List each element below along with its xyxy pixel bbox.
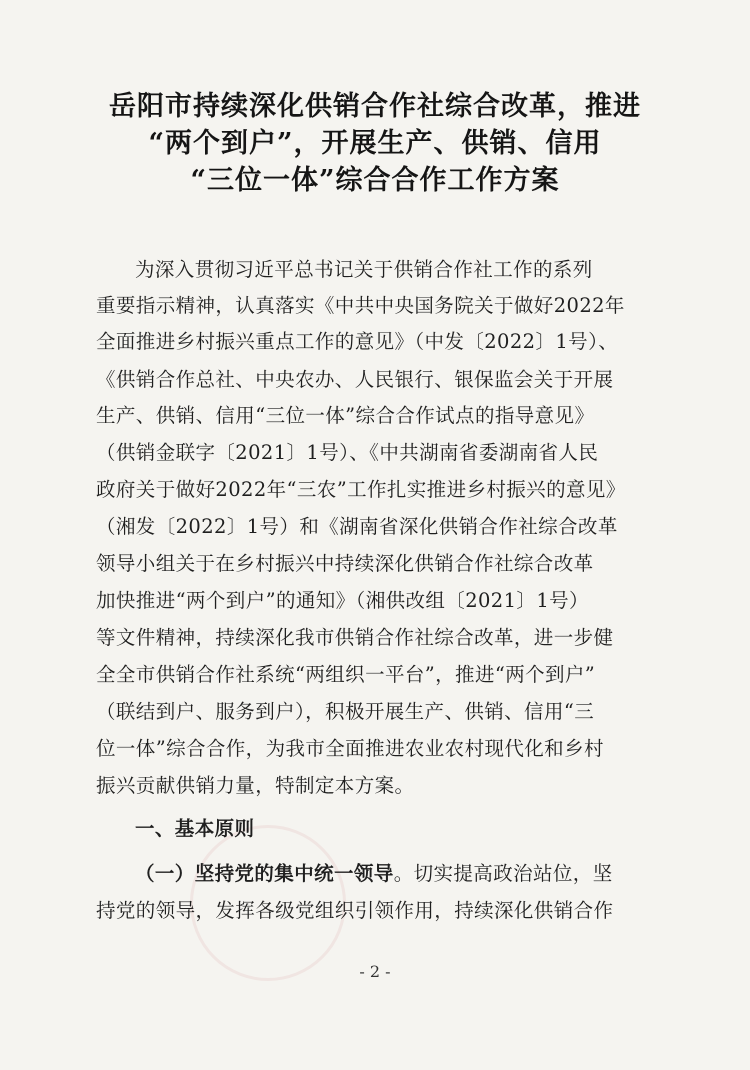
page-number: - 2 - xyxy=(359,962,391,981)
body-line: 政府关于做好2022年“三农”工作扎实推进乡村振兴的意见》 xyxy=(96,478,626,501)
body-line: 振兴贡献供销力量，特制定本方案。 xyxy=(96,774,415,797)
title-line-3: “三位一体”综合合作工作方案 xyxy=(190,165,560,196)
body-line: 领导小组关于在乡村振兴中持续深化供销合作社综合改革 xyxy=(96,552,594,575)
title-line-1: 岳阳市持续深化供销合作社综合改革，推进 xyxy=(109,91,641,122)
title-line-2: “两个到户”，开展生产、供销、信用 xyxy=(148,128,602,159)
body-line: 《供销合作总社、中央农办、人民银行、银保监会关于开展 xyxy=(96,368,614,391)
body-line: 全全市供销合作社系统“两组织一平台”，推进“两个到户” xyxy=(96,663,596,686)
subsection-line xyxy=(135,858,705,886)
body-line: 生产、供销、信用“三位一体”综合合作试点的指导意见》 xyxy=(96,404,595,427)
body-line: 为深入贯彻习近平总书记关于供销合作社工作的系列 xyxy=(135,258,593,281)
subsection-text: 。切实提高政治站位，坚 xyxy=(393,862,613,885)
body-line: 重要指示精神，认真落实《中共中央国务院关于做好2022年 xyxy=(96,294,625,317)
body-line: （供销金联字〔2021〕1号）、《中共湖南省委湖南省人民 xyxy=(96,441,599,464)
body-line: （湘发〔2022〕1号）和《湖南省深化供销合作社综合改革 xyxy=(96,515,618,538)
section-heading: 一、基本原则 xyxy=(135,817,255,840)
body-line: 等文件精神，持续深化我市供销合作社综合改革，进一步健 xyxy=(96,626,614,649)
body-line: 位一体”综合合作，为我市全面推进农业农村现代化和乡村 xyxy=(96,737,604,760)
body-line: 全面推进乡村振兴重点工作的意见》（中发〔2022〕1号）、 xyxy=(96,330,619,353)
body-line: 持党的领导，发挥各级党组织引领作用，持续深化供销合作 xyxy=(96,899,614,922)
body-line: （联结到户、服务到户），积极开展生产、供销、信用“三 xyxy=(96,700,595,723)
body-line: 加快推进“两个到户”的通知》（湘供改组〔2021〕1号） xyxy=(96,589,589,612)
subsection-label: （一）坚持党的集中统一领导 xyxy=(135,862,394,885)
